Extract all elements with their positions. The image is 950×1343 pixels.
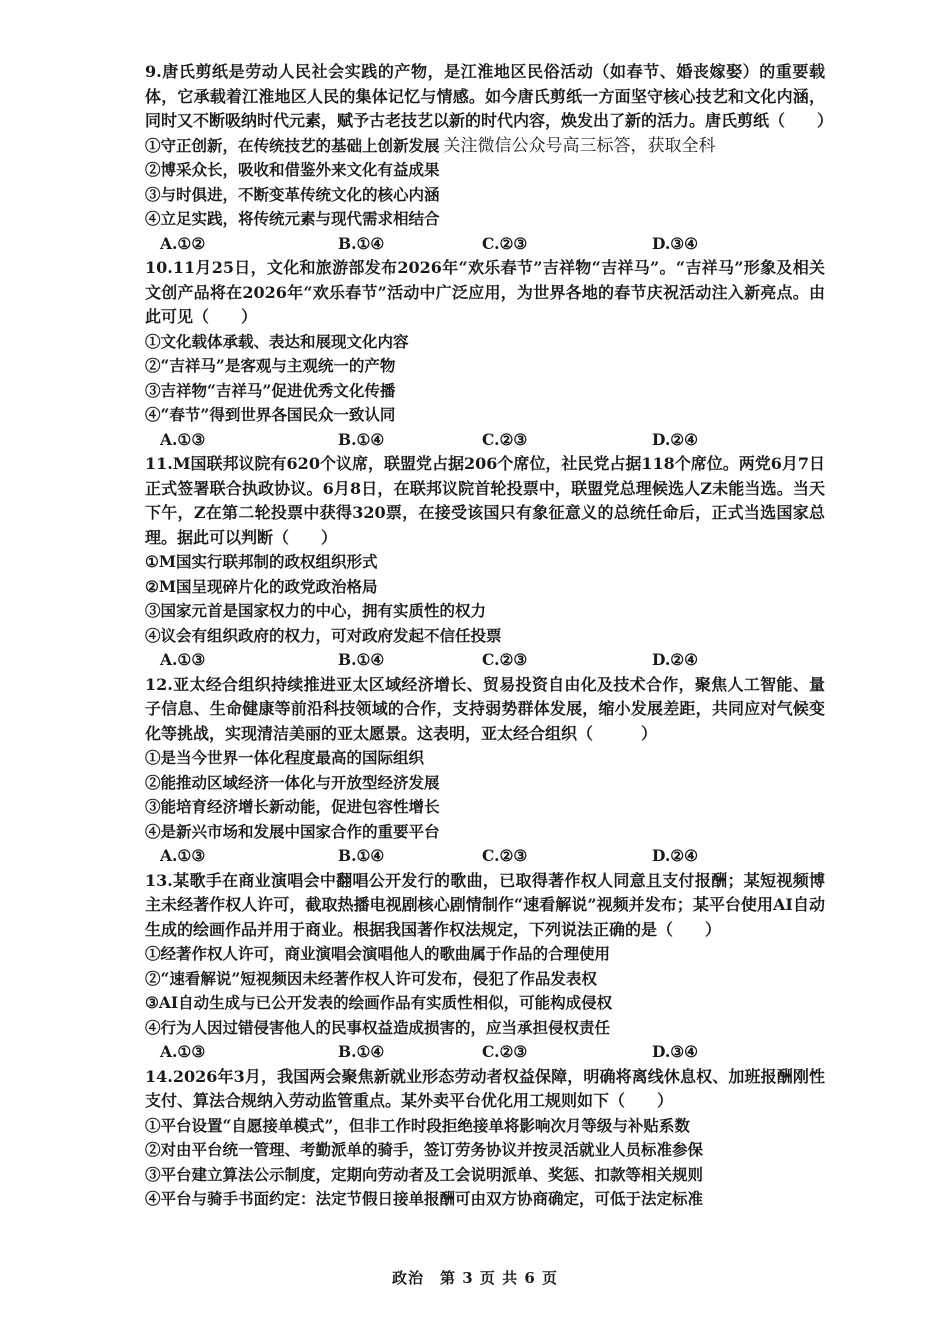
statement: ②博采众长，吸收和借鉴外来文化有益成果 (145, 160, 440, 179)
question-stem: 13.某歌手在商业演唱会中翻唱公开发行的歌曲，已取得著作权人同意且支付报酬；某短视频博主未经著作权人许可，截取热播电视剧核心剧情制作“速看解说”视频并发布；某平台使用AI自动生成的绘画作品并用于商业。根据我国著作权法规定，下列说法正确的是（ ） (145, 870, 825, 939)
answer-choices (145, 844, 825, 869)
choice-a: A.①③ (160, 846, 206, 865)
question-stem: 10.11月25日，文化和旅游部发布2026年“欢乐春节”吉祥物“吉祥马”。“吉祥马”形象及相关文创产品将在2026年“欢乐春节”活动中广泛应用，为世界各地的春节庆祝活动注入新亮点。由此可见（ ） (145, 258, 825, 326)
statement: ②M国呈现碎片化的政党政治格局 (145, 576, 378, 596)
question-13 (145, 869, 825, 1065)
watermark-text: 关注微信公众号高三标答，获取全科 (443, 135, 716, 156)
question-list (145, 60, 834, 1212)
statement: ①是当今世界一体化程度最高的国际组织 (145, 748, 425, 767)
statement: ③平台建立算法公示制度，定期向劳动者及工会说明派单、奖惩、扣款等相关规则 (145, 1164, 704, 1184)
statement: ①文化载体承载、表达和展现文化内容 (145, 331, 409, 351)
question-12 (145, 673, 825, 869)
choice-d: D.②④ (652, 846, 699, 865)
statement: ④议会有组织政府的权力，可对政府发起不信任投票 (145, 625, 502, 645)
statement: ①经著作权人许可，商业演唱会演唱他人的歌曲属于作品的合理使用 (145, 944, 611, 963)
statement: ②“速看解说”短视频因未经著作权人许可发布，侵犯了作品发表权 (145, 968, 597, 988)
statement: ③国家元首是国家权力的中心，拥有实质性的权力 (145, 601, 487, 620)
choice-a: A.①② (160, 233, 206, 253)
statement: ①M国实行联邦制的政权组织形式 (145, 552, 378, 571)
choice-b: B.①④ (338, 429, 385, 449)
choice-d: D.③④ (652, 233, 699, 253)
question-9 (145, 60, 834, 256)
question-stem: 11.M国联邦议院有620个议席，联盟党占据206个席位，社民党占据118个席位。两党6月7日正式签署联合执政协议。6月8日，在联邦议院首轮投票中，联盟党总理候选人Z未能当选。当天下午，Z在第二轮投票中获得320票，在接受该国只有象征意义的总统任命后，正式当选国家总理。据此可以判断（ ） (145, 454, 826, 547)
statement: ④“春节”得到世界各国民众一致认同 (145, 405, 396, 424)
choice-a: A.①③ (160, 1042, 206, 1061)
choice-b: B.①④ (338, 650, 385, 669)
choice-c: C.②③ (482, 650, 528, 669)
statement: ①平台设置“自愿接单模式”，但非工作时段拒绝接单将影响次月等级与补贴系数 (145, 1115, 690, 1135)
choice-c: C.②③ (482, 429, 528, 449)
answer-choices (145, 428, 825, 453)
statement (145, 134, 825, 159)
choice-b: B.①④ (338, 1042, 385, 1061)
question-stem: 14.2026年3月，我国两会聚焦新就业形态劳动者权益保障，明确将离线休息权、加班报酬刚性支付、算法合规纳入劳动监管重点。某外卖平台优化用工规则如下（ ） (145, 1066, 825, 1110)
statement: ②“吉祥马”是客观与主观统一的产物 (145, 356, 396, 375)
choice-c: C.②③ (482, 233, 528, 253)
statement: ③吉祥物“吉祥马”促进优秀文化传播 (145, 380, 396, 400)
statement: ③与时俱进，不断变革传统文化的核心内涵 (145, 184, 440, 204)
statement: ②对由平台统一管理、考勤派单的骑手，签订劳务协议并按灵活就业人员标准参保 (145, 1140, 704, 1159)
question-10 (145, 256, 825, 452)
choice-c: C.②③ (482, 1042, 528, 1061)
statement-text: ①守正创新，在传统技艺的基础上创新发展 (145, 135, 440, 155)
question-14 (145, 1065, 825, 1212)
choice-a: A.①③ (160, 429, 206, 449)
choice-d: D.②④ (652, 650, 699, 669)
choice-c: C.②③ (482, 846, 528, 865)
statement: ④平台与骑手书面约定：法定节假日接单报酬可由双方协商确定，可低于法定标准 (145, 1189, 704, 1208)
choice-d: D.②④ (652, 429, 699, 449)
statement: ②能推动区域经济一体化与开放型经济发展 (145, 772, 440, 792)
question-11 (145, 452, 825, 673)
statement: ④是新兴市场和发展中国家合作的重要平台 (145, 821, 440, 841)
answer-choices (145, 648, 825, 673)
page-footer: 政治 第 3 页 共 6 页 (392, 1269, 558, 1287)
statement: ④行为人因过错侵害他人的民事权益造成损害的，应当承担侵权责任 (145, 1017, 611, 1037)
answer-choices (145, 1040, 825, 1065)
statement: ③能培育经济增长新动能，促进包容性增长 (145, 797, 440, 816)
choice-a: A.①③ (160, 650, 206, 669)
choice-b: B.①④ (338, 233, 385, 253)
statement: ④立足实践，将传统元素与现代需求相结合 (145, 209, 440, 228)
answer-choices (145, 232, 825, 257)
choice-b: B.①④ (338, 846, 385, 865)
question-stem: 12.亚太经合组织持续推进亚太区域经济增长、贸易投资自由化及技术合作，聚焦人工智能、量子信息、生命健康等前沿科技领域的合作，支持弱势群体发展，缩小发展差距，共同应对气候变化等挑战，实现清洁美丽的亚太愿景。这表明，亚太经合组织（ ） (145, 674, 825, 743)
question-stem: 9.唐氏剪纸是劳动人民社会实践的产物，是江淮地区民俗活动（如春节、婚丧嫁娶）的重要载体，它承载着江淮地区人民的集体记忆与情感。如今唐氏剪纸一方面坚守核心技艺和文化内涵，同时又不断吸纳时代元素，赋予古老技艺以新的时代内容，焕发出了新的活力。唐氏剪纸（ ） (145, 62, 834, 130)
choice-d: D.③④ (652, 1042, 699, 1061)
statement: ③AI自动生成与已公开发表的绘画作品有实质性相似，可能构成侵权 (145, 993, 613, 1012)
